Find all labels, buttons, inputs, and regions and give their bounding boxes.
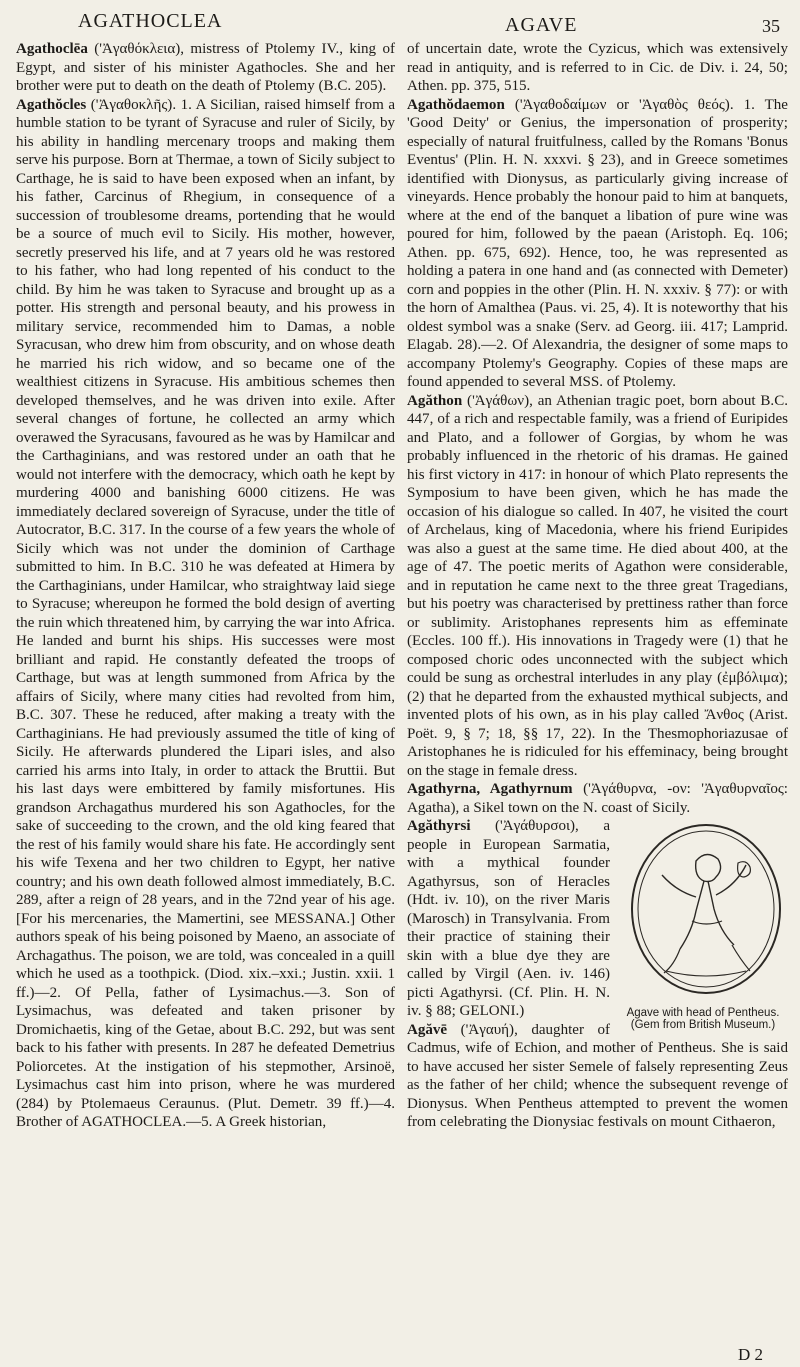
entry-headword: Agăvē — [407, 1021, 448, 1038]
entry-body: ('Ἀγαυή), daughter of Cadmus, wife of Echion, and mother of Pentheus. She is said to have accused her sister Semele of falsely representing Zeus as the father of her child; whence the subsequent revenge of Dionysus. When Pentheus attempted to prevent the women from celebrating the Dionysiac festivals on mount Cithaeron, — [407, 1021, 788, 1130]
entry-headword: Agăthon — [407, 392, 463, 409]
agave-gem-figure-icon — [626, 821, 786, 1001]
entry-agathyrna — [407, 780, 788, 817]
entry-headword: Agathŏdaemon — [407, 96, 505, 113]
entry-headword: Agathoclēa — [16, 41, 88, 57]
entry-body: ('Ἀγάθυρσοι), a people in European Sarmatia, with a mythical founder Agathyrsus, son of Heracles (Hdt. iv. 10), on the river Maris (Marosch) in Transylvania. From their practice of staining their skin with a blue dye they are called by Virgil (Aen. iv. 146) picti Agathyrsi. (Cf. Plin. H. N. iv. § 88; GELONI.) — [407, 818, 610, 1019]
entry-agathocles — [16, 96, 395, 1132]
entry-agathoclea — [16, 40, 395, 96]
figure-caption: Agave with head of Pentheus. (Gem from British Museum.) — [626, 1006, 780, 1031]
entry-headword: Agathŏcles — [16, 96, 87, 113]
entry-body: ('Ἀγαθοκλῆς). 1. A Sicilian, raised himself from a humble station to be tyrant of Syracuse and ruler of Sicily, by his ability in handling mercenary troops and making them serve his purpose. Born at Thermae, a town of Sicily subject to Carthage, he is said to have been exposed when an infant, by his father, Carcinus of Rhegium, in consequence of a succession of troublesome dreams, portending that he would be a source of much evil to Sicily. His mother, however, secretly preserved his life, and at 7 years old he was restored to his father, who had long repented of his conduct to the child. By him he was taken to Syracuse and brought up as a potter. His strength and personal beauty, and his prowess in military service, recommended him to Damas, a noble Syracusan, who drew him from obscurity, and on whose death he married his rich widow, and so became one of the wealthiest citizens in Syracuse. His ambitious schemes then developed themselves, and he was driven into exile. After several changes of fortune, he collected an army which overawed the Syracusans, favoured as he was by Hamilcar and the Carthaginians, and was restored under an oath that he would not interfere with the democracy, which oath he kept by murdering 4000 and banishing 6000 citizens. He was immediately declared sovereign of Syracuse, under the title of Autocrator, B.C. 317. In the course of a few years the whole of Sicily which was not under the dominion of Carthage submitted to him. In B.C. 310 he was defeated at Himera by the Carthaginians, under Hamilcar, who straightway laid siege to Syracuse; whereupon he formed the bold design of averting the ruin which threatened him, by carrying the war into Africa. He landed and burnt his ships. His successes were most brilliant and rapid. He constantly defeated the troops of Carthage, but was at length summoned from Africa by the affairs of Sicily, where many cities had revolted from him, B.C. 307. These he reduced, after making a treaty with the Carthaginians. He had previously assumed the title of king of Sicily. He afterwards plundered the Lipari isles, and also carried his arms into Italy, in order to attack the Bruttii. But his last days were embittered by family misfortunes. His grandson Archagathus murdered his son Agathocles, for the sake of succeeding to the crown, and the old king feared that the rest of his family would share his fate. He accordingly sent his wife Texena and her two children to Egypt, her native country; and his own death followed almost immediately, B.C. 289, after a reign of 28 years, and in the 72nd year of his age. [For his mercenaries, the Mamertini, see MESSANA.] Other authors speak of his being poisoned by Maeno, an associate of Archagathus. The poison, we are told, was concealed in a quill which he used as a toothpick. (Diod. xix.–xxi.; Justin. xxii. 1 ff.)—2. Of Pella, father of Lysimachus.—3. Son of Lysimachus, was defeated and taken prisoner by Dromichaetis, king of the Getae, about B.C. 292, but was sent back to his father with presents. In 287 he defeated Demetrius Poliorcetes. At the instigation of his stepmother, Arsinoë, Lysimachus cast him into prison, where he was murdered (284) by Ptolemaeus Ceraunus. (Plut. Demetr. 39 ff.)—4. Brother of AGATHOCLEA.—5. A Greek historian, — [16, 96, 395, 1130]
printer-signature: D 2 — [738, 1345, 764, 1364]
entry-agathon — [407, 392, 788, 781]
entry-body: ('Ἀγαθόκλεια), mistress of Ptolemy IV., king of Egypt, and sister of his minister Agathocles. She and her brother were put to death on the death of Ptolemy (B.C. 205). — [16, 41, 395, 94]
left-column — [16, 40, 395, 1132]
entry-headword: Agathyrna, Agathyrnum — [407, 781, 573, 797]
page-number: 35 — [762, 16, 780, 36]
entry-headword: Agăthyrsi — [407, 818, 471, 834]
gem-figure — [618, 821, 788, 1032]
entry-agave — [407, 1021, 788, 1132]
entry-agathodaemon — [407, 96, 788, 392]
right-column — [407, 40, 788, 1132]
entry-continuation — [407, 40, 788, 96]
entry-body: ('Ἀγάθων), an Athenian tragic poet, born about B.C. 447, of a rich and respectable family, was a friend of Euripides and Plato, and a follower of Gorgias, by whom he was probably influenced in the rhetoric of his dramas. He gained his first victory in 417: in honour of which Plato represents the Symposium to have been given, which he has made the occasion of his dialogue so called. In 407, he visited the court of Archelaus, king of Macedonia, where his friend Euripides was also a guest at the same time. He died about 400, at the age of 47. The poetic merits of Agathon were considerable, and in reputation he came next to the three great Tragedians, but his poetry was characterised by prettiness rather than force or sublimity. Aristophanes represents him as effeminate (Eccles. 100 ff.). His innovations in Tragedy were (1) that he composed choric odes unconnected with the subject which could be sung as orchestral interludes in any play (ἐμβόλιμα); (2) that he departed from the exhausted mythical subjects, and invented plots of his own, as in his play called Ἄνθος (Arist. Poët. 9, § 7; 18, §§ 17, 22). In the Thesmophoriazusae of Aristophanes he is ridiculed for his effeminacy, being brought on the stage in female dress. — [407, 392, 788, 779]
entry-body: ('Ἀγάθυρνα, -ον: 'Ἀγαθυρναῖος: Agatha), a Sikel town on the N. coast of Sicily. — [407, 781, 788, 816]
entry-body: of uncertain date, wrote the Cyzicus, which was extensively read in antiquity, and is referred to in Cic. de Div. i. 24, 50; Athen. pp. 375, 515. — [407, 41, 788, 94]
right-running-title: AGAVE — [505, 14, 578, 36]
entry-body: ('Ἀγαθοδαίμων or 'Ἀγαθὸς θεός). 1. The 'Good Deity' or Genius, the impersonation of prosperity; especially of natural fruitfulness, called by the Romans 'Bonus Eventus' (Plin. H. N. xxxvi. § 23), and in Greece sometimes identified with Dionysus, as particularly giving increase of vineyards. Hence probably the honour paid to him at banquets, where at the end of the banquet a libation of pure wine was poured for him, followed by the paean (Aristoph. Eq. 106; Athen. pp. 675, 692). Hence, too, he was represented as holding a patera in one hand and (as connected with Demeter) corn and poppies in the other (Plin. H. N. xxxiv. § 77): or with the horn of Amalthea (Paus. vi. 25, 4). It is noteworthy that his oldest symbol was a snake (Serv. ad Georg. iii. 417; Lamprid. Elagab. 28).—2. Of Alexandria, the designer of some maps to accompany Ptolemy's Geography. Copies of these maps are found appended to several MSS. of Ptolemy. — [407, 96, 788, 390]
left-running-title: AGATHOCLEA — [78, 10, 223, 32]
running-header — [0, 6, 800, 40]
